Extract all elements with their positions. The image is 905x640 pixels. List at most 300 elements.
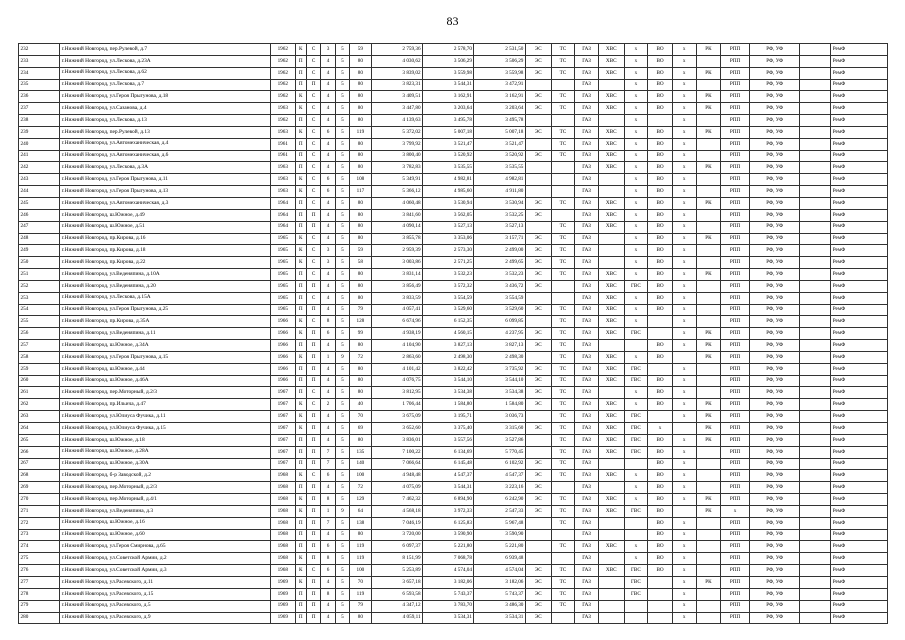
cell-hot-water: [624, 529, 648, 541]
cell-apartments: 80: [350, 340, 372, 352]
cell-residential-area: 5 743,37: [423, 588, 474, 600]
cell-private-area: 2 547,33: [474, 505, 525, 517]
cell-fire-system: РПП: [721, 351, 750, 363]
cell-repair-fund: РемФ: [831, 505, 888, 517]
cell-private-area: 3 157,71: [474, 233, 525, 245]
cell-service-x: х: [672, 115, 696, 127]
cell-heating: ТС: [551, 269, 575, 281]
cell-repair-fund: РемФ: [831, 541, 888, 553]
cell-residential-area: 3 544,31: [423, 79, 474, 91]
cell-row-number: 262: [19, 399, 60, 411]
cell-extra: [800, 328, 831, 340]
cell-floors: 5: [335, 588, 349, 600]
cell-row-number: 243: [19, 174, 60, 186]
cell-row-number: 252: [19, 280, 60, 292]
cell-hot-water: х: [624, 186, 648, 198]
cell-entrances: 7: [321, 517, 335, 529]
cell-address: г.Нижний Новгород, пер.Моторный, д.2/3: [60, 387, 271, 399]
cell-electricity: [525, 446, 551, 458]
cell-gas: ГАЗ: [575, 375, 599, 387]
cell-apartments: 119: [350, 588, 372, 600]
cell-floors: 5: [335, 363, 349, 375]
cell-roof-repair: РК: [696, 576, 721, 588]
cell-repair-fund: РемФ: [831, 588, 888, 600]
cell-hot-water: [624, 340, 648, 352]
cell-row-number: 253: [19, 292, 60, 304]
cell-extra: [800, 197, 831, 209]
cell-address: г.Нижний Новгород, ул.Расевского, д.9: [60, 612, 271, 624]
cell-total-area: 3 833,59: [371, 292, 422, 304]
cell-fire-system: РПП: [721, 174, 750, 186]
cell-year-built: 1961: [270, 138, 295, 150]
cell-address: г.Нижний Новгород, пр.Кирова, д.35А: [60, 316, 271, 328]
cell-facade: РФ, УФ: [749, 269, 799, 281]
cell-gas: ГАЗ: [575, 186, 599, 198]
cell-drainage: [648, 600, 673, 612]
cell-address: г.Нижний Новгород, ул.Советской Армии, д.2: [60, 553, 271, 565]
cell-residential-area: 4 560,15: [423, 328, 474, 340]
cell-heating: ТС: [551, 363, 575, 375]
cell-gas: ГАЗ: [575, 553, 599, 565]
cell-wall-type: К: [295, 233, 306, 245]
cell-total-area: 3 409,51: [371, 91, 422, 103]
cell-total-area: 5 349,91: [371, 174, 422, 186]
cell-total-area: 3 720,00: [371, 529, 422, 541]
cell-facade: РФ, УФ: [749, 576, 799, 588]
cell-apartments: 69: [350, 423, 372, 435]
cell-residential-area: 3 827,13: [423, 340, 474, 352]
cell-repair-fund: РемФ: [831, 529, 888, 541]
cell-service-x: х: [672, 257, 696, 269]
cell-row-number: 250: [19, 257, 60, 269]
cell-extra: [800, 150, 831, 162]
cell-total-area: 3 447,80: [371, 103, 422, 115]
cell-apartments: 59: [350, 44, 372, 56]
cell-service-x: [672, 505, 696, 517]
cell-address: г.Нижний Новгород, ул.Героя Смирнова, д.65: [60, 541, 271, 553]
cell-fire-system: РПП: [721, 269, 750, 281]
cell-heating: ТС: [551, 588, 575, 600]
cell-residential-area: 3 534,38: [423, 387, 474, 399]
cell-service-x: х: [672, 565, 696, 577]
cell-floor-type: П: [306, 363, 320, 375]
cell-cold-water: [598, 458, 624, 470]
cell-private-area: 1 584,80: [474, 399, 525, 411]
cell-apartments: 72: [350, 482, 372, 494]
cell-gas: ГАЗ: [575, 494, 599, 506]
cell-wall-type: П: [295, 387, 306, 399]
cell-roof-repair: РК: [696, 67, 721, 79]
cell-drainage: ВО: [648, 79, 673, 91]
cell-heating: ТС: [551, 517, 575, 529]
cell-row-number: 258: [19, 351, 60, 363]
cell-total-area: 4 075,09: [371, 482, 422, 494]
cell-roof-repair: [696, 482, 721, 494]
cell-gas: ГАЗ: [575, 126, 599, 138]
cell-service-x: х: [672, 328, 696, 340]
cell-apartments: 80: [350, 612, 372, 624]
cell-gas: ГАЗ: [575, 115, 599, 127]
cell-repair-fund: РемФ: [831, 67, 888, 79]
cell-repair-fund: РемФ: [831, 280, 888, 292]
cell-residential-area: 4 547,37: [423, 470, 474, 482]
cell-residential-area: 3 375,40: [423, 423, 474, 435]
cell-fire-system: РПП: [721, 363, 750, 375]
cell-repair-fund: РемФ: [831, 79, 888, 91]
cell-heating: [551, 280, 575, 292]
cell-drainage: ВО: [648, 351, 673, 363]
cell-hot-water: ГВС: [624, 505, 648, 517]
cell-total-area: 3 831,14: [371, 269, 422, 281]
cell-heating: ТС: [551, 150, 575, 162]
cell-address: г.Нижний Новгород, ул.Веденяпина, д.10А: [60, 269, 271, 281]
cell-address: г.Нижний Новгород, ш.Южное, д.46А: [60, 375, 271, 387]
cell-fire-system: РПП: [721, 186, 750, 198]
table-row: [19, 103, 888, 115]
cell-private-area: 3 827,13: [474, 340, 525, 352]
cell-apartments: 80: [350, 434, 372, 446]
cell-private-area: 3 315,60: [474, 423, 525, 435]
cell-facade: РФ, УФ: [749, 458, 799, 470]
cell-roof-repair: [696, 316, 721, 328]
cell-row-number: 254: [19, 304, 60, 316]
cell-hot-water: [624, 517, 648, 529]
cell-year-built: 1969: [270, 612, 295, 624]
cell-electricity: ЭС: [525, 233, 551, 245]
cell-gas: ГАЗ: [575, 458, 599, 470]
cell-address: г.Нижний Новгород, ул.Автомеханическая, д.4: [60, 138, 271, 150]
cell-heating: ТС: [551, 423, 575, 435]
cell-apartments: 80: [350, 138, 372, 150]
cell-residential-area: 3 530,94: [423, 197, 474, 209]
cell-hot-water: х: [624, 79, 648, 91]
cell-row-number: 251: [19, 269, 60, 281]
cell-year-built: 1963: [270, 126, 295, 138]
cell-year-built: 1964: [270, 221, 295, 233]
cell-extra: [800, 44, 831, 56]
cell-cold-water: ХВС: [598, 44, 624, 56]
cell-total-area: 3 657,18: [371, 576, 422, 588]
cell-floors: 5: [335, 316, 349, 328]
cell-year-built: 1962: [270, 55, 295, 67]
cell-extra: [800, 186, 831, 198]
cell-service-x: х: [672, 458, 696, 470]
cell-row-number: 245: [19, 197, 60, 209]
cell-electricity: ЭС: [525, 423, 551, 435]
cell-private-area: 3 436,72: [474, 280, 525, 292]
cell-private-area: 2 531,50: [474, 44, 525, 56]
cell-year-built: 1968: [270, 482, 295, 494]
table-row: [19, 470, 888, 482]
cell-address: г.Нижний Новгород, ул.Автомеханическая, д.6: [60, 150, 271, 162]
cell-extra: [800, 103, 831, 115]
cell-floors: 9: [335, 351, 349, 363]
cell-service-x: х: [672, 541, 696, 553]
cell-hot-water: х: [624, 482, 648, 494]
cell-electricity: ЭС: [525, 505, 551, 517]
cell-extra: [800, 387, 831, 399]
cell-roof-repair: [696, 529, 721, 541]
cell-repair-fund: РемФ: [831, 470, 888, 482]
cell-floor-type: П: [306, 446, 320, 458]
cell-heating: ТС: [551, 375, 575, 387]
cell-extra: [800, 269, 831, 281]
cell-extra: [800, 565, 831, 577]
cell-entrances: 4: [321, 423, 335, 435]
table-row: [19, 233, 888, 245]
cell-entrances: 4: [321, 162, 335, 174]
cell-cold-water: [598, 600, 624, 612]
cell-address: г.Нижний Новгород, пер.Рулевой, д.7: [60, 44, 271, 56]
cell-total-area: 4 948,48: [371, 470, 422, 482]
cell-year-built: 1965: [270, 233, 295, 245]
cell-drainage: ВО: [648, 233, 673, 245]
cell-service-x: х: [672, 91, 696, 103]
cell-roof-repair: РК: [696, 44, 721, 56]
cell-wall-type: К: [295, 103, 306, 115]
cell-drainage: ВО: [648, 505, 673, 517]
cell-row-number: 268: [19, 470, 60, 482]
cell-total-area: 4 060,48: [371, 197, 422, 209]
cell-private-area: 2 498,30: [474, 351, 525, 363]
cell-cold-water: ХВС: [598, 138, 624, 150]
cell-private-area: 3 036,73: [474, 411, 525, 423]
cell-address: г.Нижний Новгород, ул.Лескова, д.13: [60, 115, 271, 127]
cell-floor-type: П: [306, 280, 320, 292]
cell-residential-area: 3 972,33: [423, 505, 474, 517]
cell-floors: 5: [335, 470, 349, 482]
cell-entrances: 4: [321, 221, 335, 233]
cell-fire-system: РПП: [721, 245, 750, 257]
cell-gas: ГАЗ: [575, 221, 599, 233]
cell-service-x: х: [672, 280, 696, 292]
table-row: [19, 257, 888, 269]
cell-gas: ГАЗ: [575, 79, 599, 91]
cell-heating: [551, 209, 575, 221]
cell-address: г.Нижний Новгород, ул.Расевского, д.11: [60, 576, 271, 588]
cell-apartments: 80: [350, 162, 372, 174]
cell-apartments: 59: [350, 245, 372, 257]
cell-floors: 5: [335, 482, 349, 494]
cell-floor-type: С: [306, 174, 320, 186]
cell-drainage: ВО: [648, 221, 673, 233]
cell-row-number: 273: [19, 529, 60, 541]
cell-apartments: 79: [350, 304, 372, 316]
cell-drainage: ВО: [648, 470, 673, 482]
cell-apartments: 79: [350, 600, 372, 612]
cell-hot-water: х: [624, 494, 648, 506]
cell-roof-repair: [696, 387, 721, 399]
cell-cold-water: ХВС: [598, 411, 624, 423]
cell-address: г.Нижний Новгород, пер.Моторный, д.4/1: [60, 494, 271, 506]
cell-drainage: ВО: [648, 103, 673, 115]
cell-fire-system: РПП: [721, 44, 750, 56]
cell-floor-type: П: [306, 541, 320, 553]
cell-floor-type: П: [306, 328, 320, 340]
cell-year-built: 1969: [270, 576, 295, 588]
cell-wall-type: П: [295, 340, 306, 352]
cell-wall-type: К: [295, 399, 306, 411]
cell-row-number: 272: [19, 517, 60, 529]
cell-cold-water: ХВС: [598, 434, 624, 446]
cell-entrances: 4: [321, 411, 335, 423]
cell-total-area: 7 066,64: [371, 458, 422, 470]
cell-electricity: ЭС: [525, 588, 551, 600]
cell-floor-type: С: [306, 387, 320, 399]
cell-wall-type: П: [295, 363, 306, 375]
cell-floor-type: П: [306, 612, 320, 624]
cell-total-area: 2 959,39: [371, 245, 422, 257]
cell-facade: РФ, УФ: [749, 482, 799, 494]
cell-repair-fund: РемФ: [831, 103, 888, 115]
cell-year-built: 1961: [270, 150, 295, 162]
cell-gas: ГАЗ: [575, 351, 599, 363]
cell-electricity: ЭС: [525, 576, 551, 588]
cell-wall-type: П: [295, 150, 306, 162]
table-row: [19, 529, 888, 541]
cell-private-area: 3 472,91: [474, 79, 525, 91]
cell-roof-repair: [696, 280, 721, 292]
cell-electricity: [525, 316, 551, 328]
cell-electricity: ЭС: [525, 55, 551, 67]
cell-repair-fund: РемФ: [831, 351, 888, 363]
cell-fire-system: РПП: [721, 292, 750, 304]
cell-facade: РФ, УФ: [749, 245, 799, 257]
cell-hot-water: х: [624, 174, 648, 186]
cell-cold-water: ХВС: [598, 209, 624, 221]
cell-year-built: 1966: [270, 351, 295, 363]
cell-heating: ТС: [551, 387, 575, 399]
cell-service-x: х: [672, 186, 696, 198]
table-row: [19, 482, 888, 494]
cell-hot-water: ГВС: [624, 280, 648, 292]
cell-floors: 5: [335, 126, 349, 138]
table-row: [19, 269, 888, 281]
cell-total-area: 6 097,37: [371, 541, 422, 553]
cell-heating: ТС: [551, 197, 575, 209]
cell-residential-area: 3 557,56: [423, 434, 474, 446]
cell-fire-system: РПП: [721, 553, 750, 565]
cell-gas: ГАЗ: [575, 174, 599, 186]
cell-floors: 5: [335, 517, 349, 529]
cell-wall-type: К: [295, 553, 306, 565]
cell-floors: 5: [335, 162, 349, 174]
cell-heating: ТС: [551, 351, 575, 363]
cell-fire-system: РПП: [721, 517, 750, 529]
table-row: [19, 126, 888, 138]
cell-extra: [800, 423, 831, 435]
cell-service-x: х: [672, 245, 696, 257]
cell-extra: [800, 399, 831, 411]
cell-heating: [551, 553, 575, 565]
cell-year-built: 1962: [270, 67, 295, 79]
cell-repair-fund: РемФ: [831, 576, 888, 588]
cell-roof-repair: РК: [696, 197, 721, 209]
cell-cold-water: [598, 387, 624, 399]
cell-electricity: ЭС: [525, 363, 551, 375]
cell-drainage: [648, 328, 673, 340]
cell-hot-water: х: [624, 245, 648, 257]
cell-electricity: [525, 162, 551, 174]
cell-floor-type: П: [306, 576, 320, 588]
cell-floors: 5: [335, 411, 349, 423]
cell-year-built: 1964: [270, 197, 295, 209]
cell-floor-type: С: [306, 470, 320, 482]
cell-fire-system: РПП: [721, 565, 750, 577]
cell-service-x: х: [672, 600, 696, 612]
cell-gas: ГАЗ: [575, 482, 599, 494]
cell-facade: РФ, УФ: [749, 209, 799, 221]
cell-roof-repair: [696, 588, 721, 600]
cell-wall-type: П: [295, 588, 306, 600]
cell-drainage: ВО: [648, 150, 673, 162]
cell-service-x: х: [672, 55, 696, 67]
cell-hot-water: х: [624, 115, 648, 127]
cell-total-area: 6 593,58: [371, 588, 422, 600]
cell-address: г.Нижний Новгород, ул.Веденяпина, д.3: [60, 505, 271, 517]
cell-gas: ГАЗ: [575, 269, 599, 281]
cell-wall-type: К: [295, 505, 306, 517]
cell-entrances: 4: [321, 529, 335, 541]
cell-residential-area: 2 498,30: [423, 351, 474, 363]
cell-facade: РФ, УФ: [749, 411, 799, 423]
cell-fire-system: РПП: [721, 588, 750, 600]
cell-facade: РФ, УФ: [749, 387, 799, 399]
cell-wall-type: К: [295, 186, 306, 198]
table-row: [19, 600, 888, 612]
cell-floors: 5: [335, 340, 349, 352]
cell-private-area: 3 521,47: [474, 138, 525, 150]
cell-roof-repair: РК: [696, 162, 721, 174]
cell-electricity: ЭС: [525, 150, 551, 162]
cell-facade: РФ, УФ: [749, 103, 799, 115]
cell-entrances: 6: [321, 126, 335, 138]
cell-row-number: 280: [19, 612, 60, 624]
cell-floor-type: П: [306, 221, 320, 233]
cell-drainage: ВО: [648, 67, 673, 79]
cell-repair-fund: РемФ: [831, 269, 888, 281]
cell-cold-water: ХВС: [598, 280, 624, 292]
cell-drainage: ВО: [648, 162, 673, 174]
cell-total-area: 3 675,09: [371, 411, 422, 423]
cell-floors: 5: [335, 565, 349, 577]
cell-gas: ГАЗ: [575, 233, 599, 245]
table-row: [19, 517, 888, 529]
cell-address: г.Нижний Новгород, ул.Героя Прыгунова, д.13: [60, 186, 271, 198]
cell-residential-area: 3 783,70: [423, 600, 474, 612]
cell-service-x: х: [672, 233, 696, 245]
cell-drainage: ВО: [648, 529, 673, 541]
cell-wall-type: К: [295, 494, 306, 506]
cell-service-x: х: [672, 553, 696, 565]
cell-facade: РФ, УФ: [749, 588, 799, 600]
cell-private-area: 3 535,55: [474, 162, 525, 174]
cell-electricity: [525, 79, 551, 91]
cell-repair-fund: РемФ: [831, 565, 888, 577]
cell-heating: ТС: [551, 565, 575, 577]
cell-repair-fund: РемФ: [831, 257, 888, 269]
cell-heating: ТС: [551, 67, 575, 79]
table-row: [19, 340, 888, 352]
cell-repair-fund: РемФ: [831, 115, 888, 127]
cell-extra: [800, 375, 831, 387]
cell-roof-repair: [696, 363, 721, 375]
cell-total-area: 5 372,02: [371, 126, 422, 138]
cell-roof-repair: РК: [696, 505, 721, 517]
cell-roof-repair: [696, 470, 721, 482]
cell-cold-water: ХВС: [598, 103, 624, 115]
cell-floor-type: С: [306, 67, 320, 79]
